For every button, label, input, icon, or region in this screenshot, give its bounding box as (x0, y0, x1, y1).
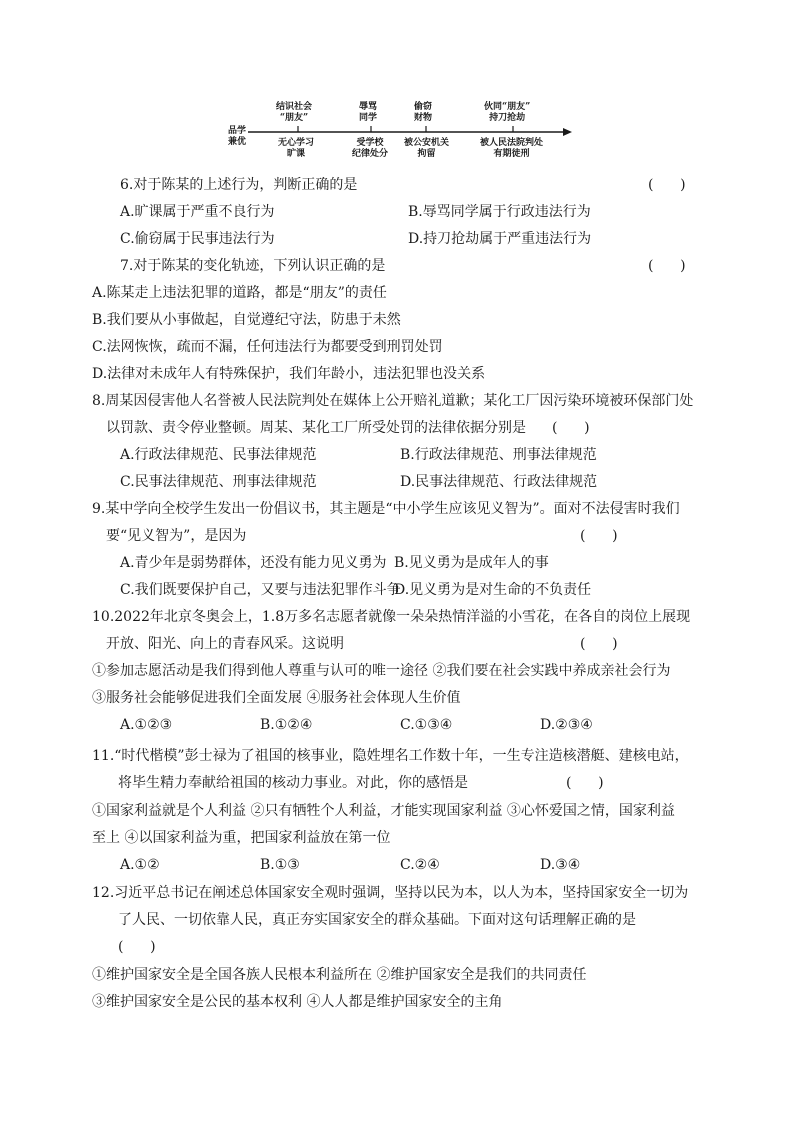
q8-option-c: C.民事法律规范、刑事法律规范 (120, 474, 317, 490)
timeline-consequence-4: 被人民法院判处 有期徒刑 (480, 138, 544, 159)
q10-answer-blank: ( ) (580, 636, 618, 652)
timeline-event-4: 伙同“朋友” 持刀抢劫 (484, 102, 531, 123)
q11-option-c: C.②④ (400, 857, 440, 873)
q12-stem-line2: 了人民、一切依靠人民，真正夯实国家安全的群众基础。下面对这句话理解正确的是 (118, 912, 636, 928)
q11-option-a: A.①② (120, 857, 160, 873)
q6-stem: 6.对于陈某的上述行为，判断正确的是 (120, 177, 358, 193)
timeline-consequence-2: 受学校 纪律处分 (352, 138, 389, 159)
q6-option-d: D.持刀抢劫属于严重违法行为 (408, 231, 592, 247)
q8-option-a: A.行政法律规范、民事法律规范 (120, 447, 317, 463)
q6-answer-blank: ( ) (648, 177, 686, 193)
q9-stem-line1: 9.某中学向全校学生发出一份倡议书，其主题是“中小学生应该见义智为”。面对不法侵害时我们 (92, 501, 680, 517)
q8-stem-line1: 8.周某因侵害他人名誉被人民法院判处在媒体上公开赔礼道歉；某化工厂因污染环境被环保部门处 (92, 393, 694, 409)
q6-option-c: C.偷窃属于民事违法行为 (120, 231, 275, 247)
q12-stem-line1: 12.习近平总书记在阐述总体国家安全观时强调，坚持以民为本，以人为本，坚持国家安全一切为 (92, 885, 689, 901)
timeline-event-2: 辱骂 同学 (359, 102, 378, 123)
q11-option-d: D.③④ (540, 857, 581, 873)
q12-answer-blank: ( ) (118, 939, 156, 955)
timeline-consequence-1: 无心学习 旷课 (278, 138, 315, 159)
q11-stem-line2: 将毕生精力奉献给祖国的核动力事业。对此，你的感悟是 (118, 775, 468, 791)
q8-stem-line2: 以罚款、责令停业整顿。周某、某化工厂所受处罚的法律依据分别是 (106, 420, 526, 436)
q10-option-b: B.①②④ (260, 717, 313, 733)
q9-option-d: D.见义勇为是对生命的不负责任 (394, 582, 592, 598)
q10-option-c: C.①③④ (400, 717, 453, 733)
q7-option-c: C.法网恢恢，疏而不漏，任何违法行为都要受到刑罚处罚 (92, 339, 443, 355)
q7-answer-blank: ( ) (648, 258, 686, 274)
q11-statements-line2: 至上 ④以国家利益为重，把国家利益放在第一位 (92, 830, 391, 846)
timeline-start-label: 品学 兼优 (228, 126, 247, 147)
q9-option-a: A.青少年是弱势群体，还没有能力见义勇为 (120, 555, 387, 571)
q10-stem-line1: 10.2022年北京冬奥会上，1.8万多名志愿者就像一朵朵热情洋溢的小雪花，在各自的岗位上展现 (92, 609, 691, 625)
q9-option-c: C.我们既要保护自己，又要与违法犯罪作斗争 (120, 582, 401, 598)
q8-answer-blank: ( ) (552, 420, 590, 436)
timeline-consequence-3: 被公安机关 拘留 (404, 138, 450, 159)
q8-option-d: D.民事法律规范、行政法律规范 (400, 474, 598, 490)
timeline-event-1: 结识社会 “朋友” (276, 102, 313, 123)
q11-answer-blank: ( ) (566, 775, 604, 791)
q9-option-b: B.见义勇为是成年人的事 (394, 555, 549, 571)
q10-statements-line2: ③服务社会能够促进我们全面发展 ④服务社会体现人生价值 (92, 690, 461, 706)
q11-stem-line1: 11.“时代楷模”彭士禄为了祖国的核事业，隐姓埋名工作数十年，一生专注造核潜艇、建核电站， (92, 748, 689, 764)
q8-option-b: B.行政法律规范、刑事法律规范 (400, 447, 597, 463)
q6-option-b: B.辱骂同学属于行政违法行为 (408, 204, 591, 220)
q7-option-a: A.陈某走上违法犯罪的道路，都是“朋友”的责任 (92, 285, 387, 301)
q12-statements-line1: ①维护国家安全是全国各族人民根本利益所在 ②维护国家安全是我们的共同责任 (92, 967, 587, 983)
q9-stem-line2: 要“见义智为”，是因为 (106, 528, 247, 544)
q10-statements-line1: ①参加志愿活动是我们得到他人尊重与认可的唯一途径 ②我们要在社会实践中养成亲社会行为 (92, 663, 671, 679)
behavior-timeline (228, 98, 573, 160)
q11-option-b: B.①③ (260, 857, 300, 873)
q12-statements-line2: ③维护国家安全是公民的基本权利 ④人人都是维护国家安全的主角 (92, 994, 503, 1010)
timeline-event-3: 偷窃 财物 (414, 102, 433, 123)
q7-option-d: D.法律对未成年人有特殊保护，我们年龄小，违法犯罪也没关系 (92, 366, 486, 382)
q7-stem: 7.对于陈某的变化轨迹，下列认识正确的是 (120, 258, 386, 274)
q10-option-a: A.①②③ (120, 717, 173, 733)
q9-answer-blank: ( ) (580, 528, 618, 544)
q6-option-a: A.旷课属于严重不良行为 (120, 204, 275, 220)
q10-stem-line2: 开放、阳光、向上的青春风采。这说明 (106, 636, 344, 652)
q7-option-b: B.我们要从小事做起，自觉遵纪守法，防患于未然 (92, 312, 401, 328)
q10-option-d: D.②③④ (540, 717, 593, 733)
q11-statements-line1: ①国家利益就是个人利益 ②只有牺牲个人利益，才能实现国家利益 ③心怀爱国之情，国家利益 (92, 803, 675, 819)
